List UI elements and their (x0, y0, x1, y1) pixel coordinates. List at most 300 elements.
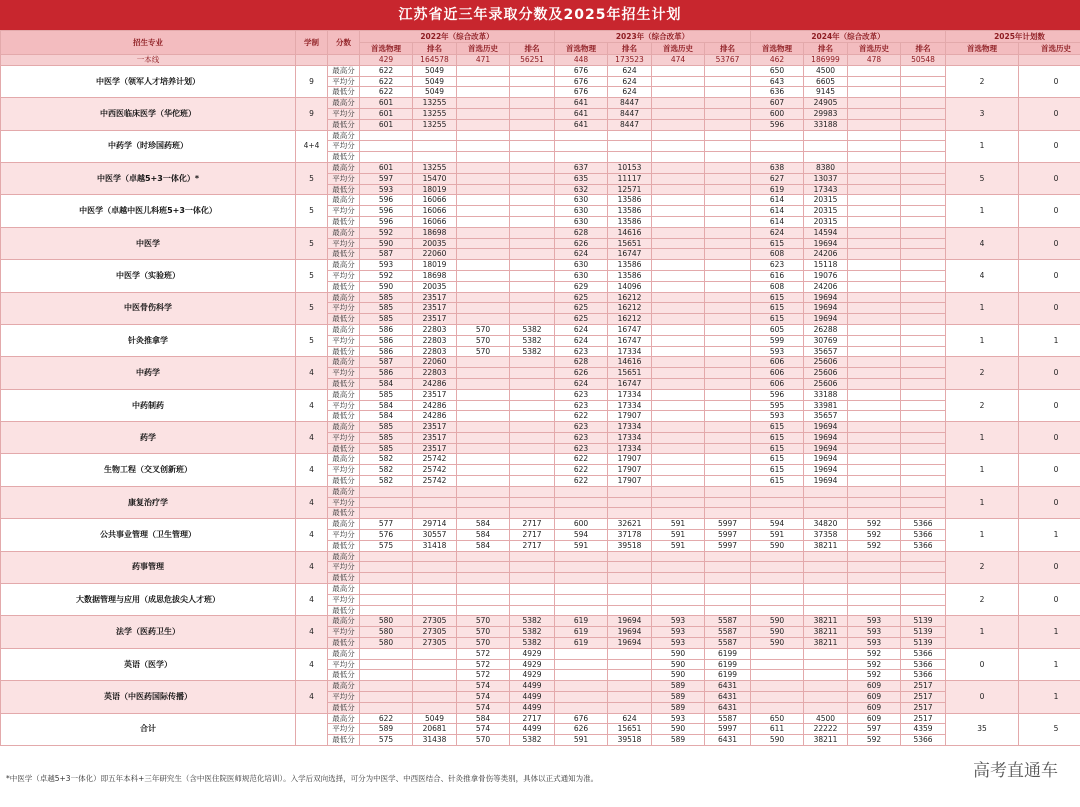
score-cell: 22803 (413, 368, 457, 379)
score-cell: 590 (751, 540, 804, 551)
score-cell (652, 141, 705, 152)
score-cell (510, 249, 555, 260)
major-duration: 4+4 (296, 130, 328, 162)
score-cell (457, 119, 510, 130)
score-cell: 601 (360, 98, 413, 109)
header-year-2023: 2023年（综合改革） (555, 31, 751, 43)
header-subcol: 排名 (510, 43, 555, 55)
score-cell (751, 141, 804, 152)
score-cell: 590 (751, 616, 804, 627)
score-cell: 23517 (413, 314, 457, 325)
score-cell (705, 605, 751, 616)
plan-history: 0 (1019, 130, 1080, 162)
major-duration: 5 (296, 227, 328, 259)
score-cell (652, 260, 705, 271)
score-cell: 575 (360, 540, 413, 551)
score-cell: 676 (555, 713, 608, 724)
table-row (1, 65, 1080, 76)
score-cell: 580 (360, 627, 413, 638)
score-cell: 676 (555, 87, 608, 98)
score-cell: 5366 (901, 659, 946, 670)
score-cell: 624 (608, 65, 652, 76)
score-cell (555, 130, 608, 141)
score-cell: 5587 (705, 616, 751, 627)
plan-history: 1 (1019, 324, 1080, 356)
stat-label: 最高分 (328, 486, 360, 497)
score-cell (705, 378, 751, 389)
score-cell: 11117 (608, 173, 652, 184)
score-cell (555, 670, 608, 681)
score-cell (848, 411, 901, 422)
score-cell (457, 584, 510, 595)
score-cell: 623 (555, 346, 608, 357)
score-cell: 29714 (413, 519, 457, 530)
stat-label: 平均分 (328, 497, 360, 508)
score-cell: 34820 (804, 519, 848, 530)
score-cell (901, 216, 946, 227)
score-cell (652, 162, 705, 173)
score-cell: 19694 (804, 422, 848, 433)
score-cell: 38211 (804, 638, 848, 649)
plan-physics: 1 (946, 292, 1019, 324)
score-cell (705, 303, 751, 314)
score-cell (804, 562, 848, 573)
plan-history: 0 (1019, 65, 1080, 97)
major-duration: 5 (296, 195, 328, 227)
score-cell (848, 573, 901, 584)
score-cell (804, 497, 848, 508)
score-cell: 8380 (804, 162, 848, 173)
score-cell (457, 389, 510, 400)
score-cell: 5382 (510, 627, 555, 638)
score-cell (457, 130, 510, 141)
score-cell (413, 584, 457, 595)
score-cell: 27305 (413, 627, 457, 638)
score-cell (652, 335, 705, 346)
score-cell (705, 389, 751, 400)
score-cell: 5049 (413, 87, 457, 98)
baseline-value: 164578 (413, 55, 457, 66)
score-cell (848, 281, 901, 292)
score-cell (901, 454, 946, 465)
baseline-value: 474 (652, 55, 705, 66)
score-cell: 6431 (705, 735, 751, 746)
major-duration: 9 (296, 98, 328, 130)
score-cell: 5049 (413, 65, 457, 76)
plan-history: 1 (1019, 681, 1080, 713)
score-cell: 13586 (608, 270, 652, 281)
score-cell (751, 584, 804, 595)
score-cell: 4499 (510, 681, 555, 692)
score-cell (457, 184, 510, 195)
score-cell: 592 (848, 735, 901, 746)
score-cell (510, 594, 555, 605)
score-cell: 20315 (804, 216, 848, 227)
major-name: 中医骨伤科学 (1, 292, 296, 324)
score-cell (705, 476, 751, 487)
score-cell: 5382 (510, 616, 555, 627)
score-cell: 593 (751, 411, 804, 422)
score-cell (510, 465, 555, 476)
score-cell: 22060 (413, 249, 457, 260)
score-cell (848, 357, 901, 368)
score-cell (457, 87, 510, 98)
score-cell: 623 (555, 443, 608, 454)
plan-history: 5 (1019, 713, 1080, 745)
score-cell: 19694 (804, 238, 848, 249)
score-cell (804, 573, 848, 584)
score-cell: 25742 (413, 454, 457, 465)
score-cell (705, 238, 751, 249)
score-cell: 590 (360, 281, 413, 292)
plan-physics: 0 (946, 648, 1019, 680)
score-cell (555, 152, 608, 163)
score-cell (360, 659, 413, 670)
score-cell (705, 195, 751, 206)
score-cell (457, 378, 510, 389)
score-cell (848, 249, 901, 260)
score-cell: 4500 (804, 713, 848, 724)
baseline-value: 448 (555, 55, 608, 66)
score-cell (848, 76, 901, 87)
score-cell (705, 141, 751, 152)
stat-label: 平均分 (328, 108, 360, 119)
score-cell (457, 141, 510, 152)
score-cell: 27305 (413, 616, 457, 627)
score-cell: 14594 (804, 227, 848, 238)
score-cell: 614 (751, 206, 804, 217)
score-cell (360, 562, 413, 573)
score-cell (457, 227, 510, 238)
score-cell: 641 (555, 108, 608, 119)
major-duration: 5 (296, 162, 328, 194)
score-cell: 22222 (804, 724, 848, 735)
stat-label: 平均分 (328, 432, 360, 443)
score-cell (901, 346, 946, 357)
score-cell (457, 508, 510, 519)
header-subcol: 首选物理 (360, 43, 413, 55)
score-cell (705, 184, 751, 195)
score-cell (705, 270, 751, 281)
header-plan-history: 首选历史 (1019, 43, 1080, 55)
score-cell: 622 (360, 65, 413, 76)
score-cell: 584 (360, 378, 413, 389)
score-cell (510, 76, 555, 87)
score-cell (510, 497, 555, 508)
score-cell: 585 (360, 422, 413, 433)
score-cell: 597 (848, 724, 901, 735)
score-cell: 16212 (608, 292, 652, 303)
score-cell (848, 562, 901, 573)
plan-physics: 35 (946, 713, 1019, 745)
score-cell (652, 87, 705, 98)
table-row (1, 389, 1080, 400)
score-cell (413, 497, 457, 508)
major-duration: 5 (296, 292, 328, 324)
stat-label: 最低分 (328, 281, 360, 292)
score-cell (360, 605, 413, 616)
score-cell: 5366 (901, 540, 946, 551)
score-cell: 591 (555, 540, 608, 551)
table-row (1, 551, 1080, 562)
score-cell (413, 551, 457, 562)
score-cell (510, 476, 555, 487)
score-cell (457, 357, 510, 368)
score-cell: 570 (457, 735, 510, 746)
plan-history: 0 (1019, 389, 1080, 421)
major-name: 中药学（时珍国药班） (1, 130, 296, 162)
score-cell: 585 (360, 314, 413, 325)
score-cell: 591 (751, 530, 804, 541)
baseline-value: 56251 (510, 55, 555, 66)
score-cell (413, 573, 457, 584)
baseline-value: 50548 (901, 55, 946, 66)
score-cell: 589 (652, 681, 705, 692)
score-cell (608, 486, 652, 497)
stat-label: 平均分 (328, 627, 360, 638)
score-cell: 17334 (608, 346, 652, 357)
score-cell: 590 (652, 648, 705, 659)
score-cell: 630 (555, 206, 608, 217)
header-score: 分数 (328, 31, 360, 55)
score-cell: 590 (652, 724, 705, 735)
score-cell: 17334 (608, 422, 652, 433)
score-cell (652, 476, 705, 487)
score-cell (360, 130, 413, 141)
score-cell (510, 562, 555, 573)
table-row (1, 584, 1080, 595)
score-cell (510, 432, 555, 443)
score-cell (848, 87, 901, 98)
score-cell (901, 173, 946, 184)
table-row (1, 227, 1080, 238)
stat-label: 最高分 (328, 324, 360, 335)
score-cell (848, 605, 901, 616)
score-cell: 8447 (608, 119, 652, 130)
score-cell (848, 422, 901, 433)
score-cell: 15651 (608, 238, 652, 249)
score-cell: 33981 (804, 400, 848, 411)
score-cell (705, 76, 751, 87)
score-cell: 577 (360, 519, 413, 530)
major-duration: 4 (296, 681, 328, 713)
score-cell: 582 (360, 476, 413, 487)
score-cell: 606 (751, 357, 804, 368)
major-name: 英语（医学） (1, 648, 296, 680)
score-cell: 601 (360, 108, 413, 119)
empty-cell (328, 55, 360, 66)
score-cell (652, 227, 705, 238)
table-row (1, 519, 1080, 530)
plan-physics: 2 (946, 551, 1019, 583)
score-cell: 22803 (413, 324, 457, 335)
score-cell (608, 594, 652, 605)
stat-label: 最高分 (328, 260, 360, 271)
score-cell: 2517 (901, 692, 946, 703)
score-cell: 580 (360, 616, 413, 627)
stat-label: 最低分 (328, 216, 360, 227)
score-cell: 676 (555, 65, 608, 76)
score-cell (901, 238, 946, 249)
score-cell (457, 152, 510, 163)
score-cell: 8447 (608, 98, 652, 109)
score-cell (608, 584, 652, 595)
score-cell (360, 152, 413, 163)
score-cell (901, 249, 946, 260)
score-cell: 27305 (413, 638, 457, 649)
score-cell: 600 (751, 108, 804, 119)
score-cell (848, 476, 901, 487)
score-cell (510, 411, 555, 422)
plan-physics: 1 (946, 454, 1019, 486)
score-cell (848, 594, 901, 605)
plan-history: 0 (1019, 292, 1080, 324)
score-cell: 586 (360, 368, 413, 379)
score-cell (848, 324, 901, 335)
score-cell: 22803 (413, 335, 457, 346)
score-cell (705, 368, 751, 379)
score-cell (848, 454, 901, 465)
score-cell (510, 389, 555, 400)
score-cell (901, 206, 946, 217)
score-cell: 2717 (510, 519, 555, 530)
major-duration (296, 713, 328, 745)
score-cell: 16747 (608, 324, 652, 335)
score-cell: 23517 (413, 443, 457, 454)
score-cell: 16747 (608, 249, 652, 260)
table-row (1, 681, 1080, 692)
score-cell: 586 (360, 335, 413, 346)
score-cell (705, 411, 751, 422)
score-cell (848, 270, 901, 281)
score-cell (705, 454, 751, 465)
score-cell: 637 (555, 162, 608, 173)
score-cell (457, 573, 510, 584)
score-cell (848, 130, 901, 141)
empty-cell (946, 55, 1019, 66)
score-cell: 593 (751, 346, 804, 357)
score-cell (652, 206, 705, 217)
score-cell (652, 76, 705, 87)
stat-label: 最低分 (328, 346, 360, 357)
score-cell: 596 (751, 119, 804, 130)
score-cell (652, 249, 705, 260)
score-cell (652, 324, 705, 335)
score-cell: 584 (360, 411, 413, 422)
score-cell (457, 400, 510, 411)
score-cell (510, 573, 555, 584)
score-cell: 630 (555, 260, 608, 271)
score-cell (608, 702, 652, 713)
score-cell (652, 173, 705, 184)
score-cell (555, 594, 608, 605)
score-cell: 18019 (413, 184, 457, 195)
score-cell: 5587 (705, 627, 751, 638)
score-cell: 596 (751, 389, 804, 400)
score-cell: 31438 (413, 735, 457, 746)
stat-label: 最低分 (328, 152, 360, 163)
score-cell: 623 (555, 389, 608, 400)
score-cell: 25742 (413, 465, 457, 476)
score-cell (804, 152, 848, 163)
table-row (1, 616, 1080, 627)
score-cell: 574 (457, 702, 510, 713)
score-cell (457, 562, 510, 573)
score-cell (705, 497, 751, 508)
score-cell (555, 551, 608, 562)
admission-score-table (0, 30, 1080, 746)
score-cell (804, 486, 848, 497)
score-cell: 600 (555, 519, 608, 530)
score-cell: 17907 (608, 465, 652, 476)
score-cell (652, 119, 705, 130)
major-duration: 4 (296, 389, 328, 421)
page-title: 江苏省近三年录取分数及2025年招生计划 (0, 0, 1080, 30)
score-cell (848, 486, 901, 497)
score-cell (901, 400, 946, 411)
score-cell: 594 (751, 519, 804, 530)
stat-label: 平均分 (328, 270, 360, 281)
score-cell (804, 605, 848, 616)
score-cell: 622 (360, 76, 413, 87)
score-cell: 5587 (705, 638, 751, 649)
score-cell: 626 (555, 368, 608, 379)
score-cell: 590 (652, 670, 705, 681)
major-duration: 4 (296, 648, 328, 680)
score-cell (652, 184, 705, 195)
baseline-value: 186999 (804, 55, 848, 66)
score-cell: 575 (360, 735, 413, 746)
major-name: 中医学（领军人才培养计划） (1, 65, 296, 97)
score-cell: 22803 (413, 346, 457, 357)
score-cell (652, 98, 705, 109)
stat-label: 最高分 (328, 389, 360, 400)
score-cell: 5049 (413, 76, 457, 87)
score-cell: 591 (652, 540, 705, 551)
score-cell (705, 335, 751, 346)
score-cell (901, 368, 946, 379)
score-cell: 591 (652, 530, 705, 541)
score-cell: 16747 (608, 335, 652, 346)
plan-physics: 4 (946, 260, 1019, 292)
score-cell (652, 346, 705, 357)
score-cell: 24206 (804, 281, 848, 292)
score-cell (901, 76, 946, 87)
score-cell: 625 (555, 292, 608, 303)
major-duration: 5 (296, 260, 328, 292)
major-duration: 4 (296, 616, 328, 648)
score-cell (652, 65, 705, 76)
stat-label: 最低分 (328, 540, 360, 551)
table-row (1, 648, 1080, 659)
score-cell (457, 292, 510, 303)
header-subcol: 首选历史 (457, 43, 510, 55)
score-cell (457, 173, 510, 184)
score-cell (751, 681, 804, 692)
score-cell: 593 (652, 627, 705, 638)
score-cell: 593 (848, 627, 901, 638)
score-cell (457, 260, 510, 271)
score-cell (652, 238, 705, 249)
score-cell: 615 (751, 422, 804, 433)
score-cell: 625 (555, 303, 608, 314)
stat-label: 最低分 (328, 249, 360, 260)
score-cell (510, 454, 555, 465)
score-cell: 599 (751, 335, 804, 346)
score-cell (901, 108, 946, 119)
score-cell (652, 357, 705, 368)
score-cell: 30769 (804, 335, 848, 346)
